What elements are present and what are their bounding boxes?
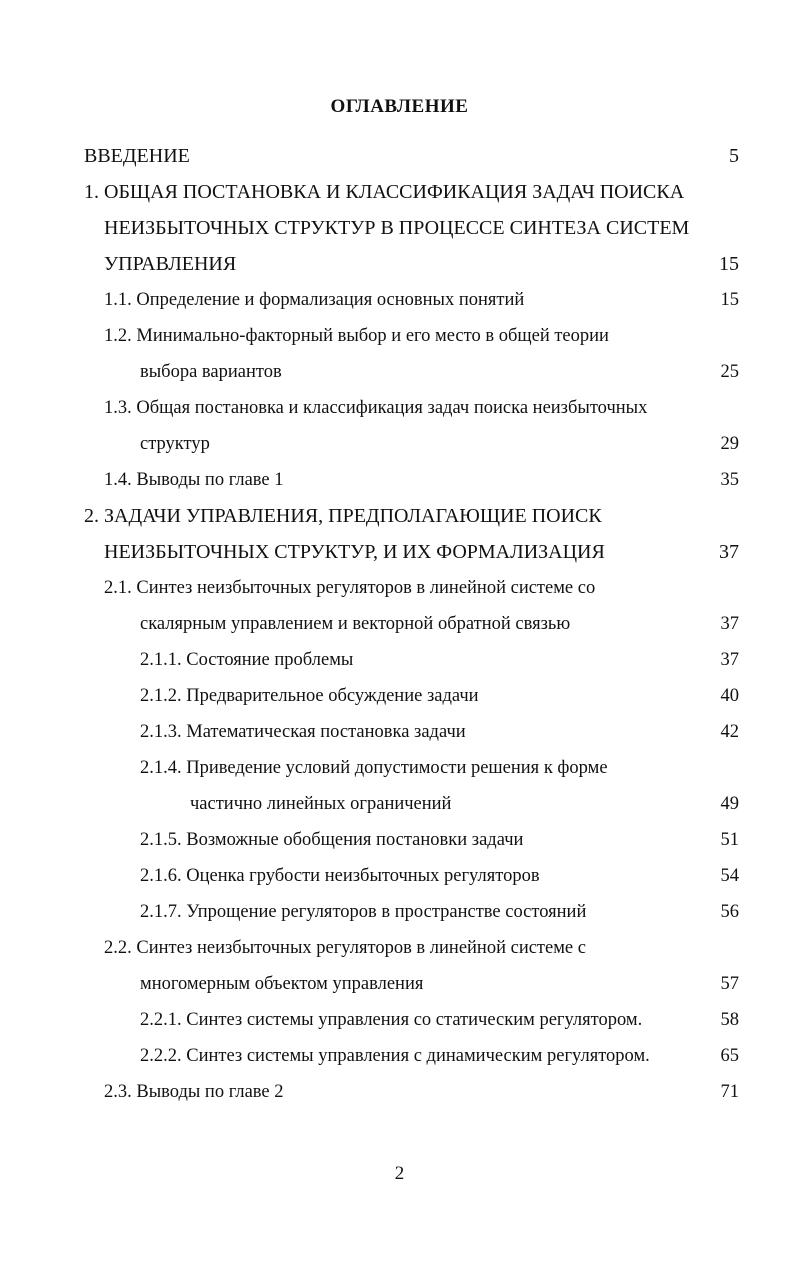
toc-entry-text: выбора вариантов (140, 362, 282, 382)
toc-entry-page: 57 (720, 974, 739, 994)
toc-entry-text: 2.1.5. Возможные обобщения постановки задачи (140, 830, 524, 850)
toc-entry (0, 465, 799, 495)
toc-entry-text: 2.3. Выводы по главе 2 (104, 1082, 284, 1102)
toc-entry (0, 537, 799, 567)
toc-entry-text: НЕИЗБЫТОЧНЫХ СТРУКТУР В ПРОЦЕССЕ СИНТЕЗА СИСТЕМ (104, 217, 690, 239)
toc-entry (0, 573, 799, 603)
toc-entry-page: 42 (720, 722, 739, 742)
toc-entry (0, 285, 799, 315)
page-number: 2 (394, 1163, 405, 1184)
toc-entry (0, 1005, 799, 1035)
toc-entry-text: 2.1. Синтез неизбыточных регуляторов в линейной системе со (104, 578, 596, 598)
toc-entry (0, 213, 799, 243)
toc-entry (0, 717, 799, 747)
toc-entry (0, 321, 799, 351)
toc-entry-text: 2.1.7. Упрощение регуляторов в пространстве состояний (140, 902, 587, 922)
toc-entry (0, 429, 799, 459)
toc-entry-text: 2.2.1. Синтез системы управления со статическим регулятором. (140, 1010, 643, 1030)
toc-entry-text: 1. ОБЩАЯ ПОСТАНОВКА И КЛАССИФИКАЦИЯ ЗАДАЧ ПОИСКА (84, 181, 685, 203)
toc-entry-page: 15 (719, 253, 739, 275)
toc-title: ОГЛАВЛЕНИЕ (330, 96, 469, 117)
toc-entry-page: 37 (720, 650, 739, 670)
toc-entry (0, 609, 799, 639)
toc-entry-text: ВВЕДЕНИЕ (84, 145, 190, 167)
toc-entry-page: 56 (720, 902, 739, 922)
toc-entry-page: 35 (720, 470, 739, 490)
toc-entry (0, 393, 799, 423)
toc-entry-text: 2.1.2. Предварительное обсуждение задачи (140, 686, 479, 706)
toc-entry (0, 897, 799, 927)
toc-entry-text: УПРАВЛЕНИЯ (104, 253, 237, 275)
toc-entry-page: 49 (720, 794, 739, 814)
toc-entry-page: 71 (720, 1082, 739, 1102)
toc-entry-page: 58 (720, 1010, 739, 1030)
toc-entry-text: 1.3. Общая постановка и классификация задач поиска неизбыточных (104, 398, 648, 418)
toc-entry-text: структур (140, 434, 210, 454)
toc-entry (0, 1041, 799, 1071)
toc-entry-text: 2.1.4. Приведение условий допустимости решения к форме (140, 758, 608, 778)
toc-entry-text: 2.1.1. Состояние проблемы (140, 650, 354, 670)
toc-entry (0, 789, 799, 819)
toc-entry-text: скалярным управлением и векторной обратной связью (140, 614, 571, 634)
toc-entry-text: 2. ЗАДАЧИ УПРАВЛЕНИЯ, ПРЕДПОЛАГАЮЩИЕ ПОИСК (84, 505, 602, 527)
toc-entry-page: 37 (720, 614, 739, 634)
toc-entry (0, 177, 799, 207)
toc-entry-text: частично линейных ограничений (190, 794, 452, 814)
toc-entry (0, 1077, 799, 1107)
toc-entry (0, 141, 799, 171)
toc-entry-text: 1.1. Определение и формализация основных понятий (104, 290, 525, 310)
toc-entry-page: 51 (720, 830, 739, 850)
toc-entry-text: НЕИЗБЫТОЧНЫХ СТРУКТУР, И ИХ ФОРМАЛИЗАЦИЯ (104, 541, 605, 563)
toc-entry-text: 2.1.6. Оценка грубости неизбыточных регуляторов (140, 866, 540, 886)
toc-entry-text: 2.2.2. Синтез системы управления с динамическим регулятором. (140, 1046, 650, 1066)
toc-entry (0, 933, 799, 963)
toc-entry-page: 54 (720, 866, 739, 886)
toc-entry-text: 2.1.3. Математическая постановка задачи (140, 722, 466, 742)
toc-entry (0, 969, 799, 999)
toc-entry-page: 5 (729, 145, 739, 167)
toc-entry-page: 29 (720, 434, 739, 454)
toc-entry (0, 249, 799, 279)
toc-entry (0, 825, 799, 855)
toc-entry (0, 357, 799, 387)
toc-entry (0, 681, 799, 711)
toc-entry (0, 501, 799, 531)
toc-entry-page: 40 (720, 686, 739, 706)
toc-entry (0, 861, 799, 891)
toc-entry-page: 65 (720, 1046, 739, 1066)
toc-entry-page: 37 (719, 541, 739, 563)
toc-entry-text: 1.2. Минимально-факторный выбор и его место в общей теории (104, 326, 609, 346)
toc-entry-page: 25 (720, 362, 739, 382)
toc-entry-text: 1.4. Выводы по главе 1 (104, 470, 284, 490)
toc-entry (0, 753, 799, 783)
toc-entry (0, 645, 799, 675)
toc-entry-text: многомерным объектом управления (140, 974, 424, 994)
toc-entry-text: 2.2. Синтез неизбыточных регуляторов в линейной системе с (104, 938, 586, 958)
toc-entry-page: 15 (720, 290, 739, 310)
